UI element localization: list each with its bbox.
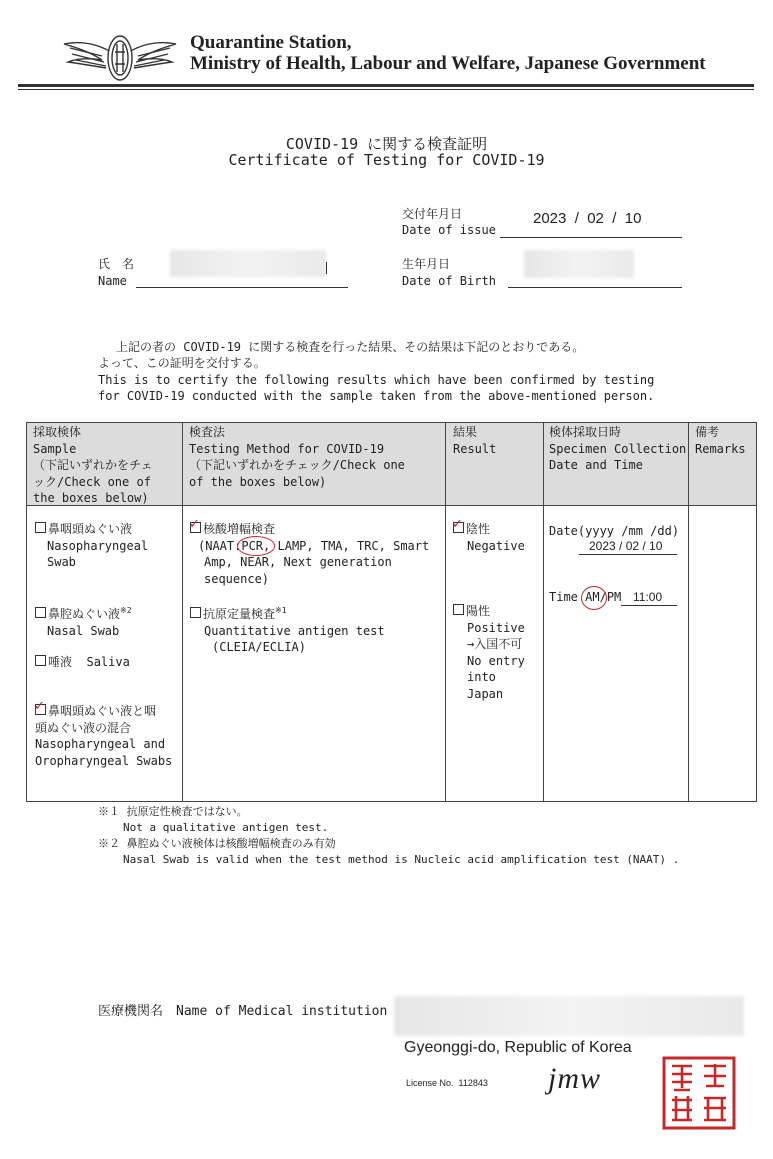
header-rule-thin	[18, 89, 754, 90]
name-redacted	[170, 250, 326, 277]
col-divider	[445, 423, 446, 801]
note-2-en: Nasal Swab is valid when the test method is Nucleic acid amplification test (NAAT) .	[123, 853, 680, 866]
col-divider	[182, 423, 183, 801]
check-mark-icon: ✓	[452, 517, 463, 532]
header-sample-note-2: ック/Check one of	[33, 474, 151, 489]
header-line-2: Ministry of Health, Labour and Welfare, Japanese Government	[190, 53, 706, 74]
header-method	[189, 424, 405, 490]
license-number: License No. 112843	[406, 1078, 488, 1088]
intro-en-2: for COVID-19 conducted with the sample taken from the above-mentioned person.	[98, 389, 655, 403]
header-result	[453, 424, 496, 457]
collection-date-label: Date(yyyy /mm /dd)	[549, 524, 680, 538]
issue-label-en: Date of issue	[402, 223, 496, 237]
am-circle-mark	[581, 586, 607, 610]
name-label-ja: 氏 名	[98, 257, 135, 271]
checkbox-sample-nasal[interactable]	[35, 607, 46, 618]
header-result-en: Result	[453, 441, 497, 456]
header-remarks	[695, 424, 746, 457]
header-sample	[33, 424, 153, 507]
header-remarks-en: Remarks	[695, 441, 746, 456]
institution-label: 医療機関名 Name of Medical institution	[98, 1004, 388, 1019]
collection-time-underline	[621, 605, 677, 606]
header-collection-en-1: Specimen Collection	[549, 441, 687, 456]
checkbox-result-positive[interactable]	[453, 604, 464, 615]
header-collection-ja: 検体採取日時	[549, 425, 622, 439]
intro-ja-2: よって、この証明を交付する。	[98, 356, 266, 370]
birth-label-ja: 生年月日	[402, 257, 451, 271]
intro-en-1: This is to certify the following results which have been confirmed by testing	[98, 373, 655, 387]
checkbox-sample-mixed[interactable]	[34, 699, 46, 715]
collection-date-underline	[579, 554, 677, 555]
col-divider	[688, 423, 689, 801]
checkbox-sample-naso[interactable]	[35, 522, 46, 533]
sample-option-naso: 鼻咽頭ぬぐい液 Nasopharyngeal Swab	[35, 521, 148, 571]
header-result-ja: 結果	[453, 425, 478, 439]
header-sample-note-1: （下記いずれかをチェ	[33, 458, 153, 472]
issue-label-ja: 交付年月日	[402, 207, 463, 221]
sample-option-saliva: 唾液 Saliva	[35, 654, 130, 671]
collection-time-value: 11:00	[633, 590, 663, 604]
collection-time-label: Time AM /PM	[549, 589, 621, 606]
title-japanese: COVID-19 に関する検査証明	[285, 135, 488, 153]
header-method-ja: 検査法	[189, 425, 226, 439]
signature: jmw	[548, 1062, 602, 1095]
method-option-naat: ✓ 核酸増幅検査 (NAAT:PCR, LAMP, TMA, TRC, Smart Amp, NEAR, Next generation sequence)	[189, 517, 430, 586]
red-seal-stamp-icon	[662, 1056, 736, 1130]
col-divider	[543, 423, 544, 801]
name-label-en: Name	[98, 274, 127, 288]
checkbox-result-negative[interactable]	[452, 517, 464, 533]
institution-address: Gyeonggi-do, Republic of Korea	[404, 1039, 632, 1056]
sample-option-mixed: ✓ 鼻咽頭ぬぐい液と咽 頭ぬぐい液の混合 Nasopharyngeal and Oropharyngeal Swabs	[34, 699, 173, 768]
note-1-ja: ※１ 抗原定性検査ではない。	[98, 805, 248, 818]
checkbox-method-antigen[interactable]	[190, 607, 201, 618]
am-selected: AM	[585, 590, 600, 604]
header-method-en: Testing Method for COVID-19	[189, 441, 385, 456]
method-option-antigen: 抗原定量検査$^{※1}$ Quantitative antigen test (CLEIA/ECLIA)	[190, 603, 385, 656]
header-rule	[18, 84, 754, 87]
birth-label-en: Date of Birth	[402, 274, 496, 288]
header-collection-en-2: Date and Time	[549, 458, 643, 472]
header-remarks-ja: 備考	[695, 425, 720, 439]
header-sample-note-3: the boxes below)	[33, 491, 149, 505]
sample-option-nasal: 鼻腔ぬぐい液$^{※2}$ Nasal Swab	[35, 603, 132, 639]
pcr-selected: PCR,	[241, 538, 271, 553]
collection-date-value: 2023 / 02 / 10	[589, 539, 663, 553]
birth-underline	[508, 287, 682, 288]
header-collection	[549, 424, 686, 474]
winged-emblem-icon	[62, 30, 178, 86]
header-line-1: Quarantine Station,	[190, 32, 352, 53]
header-sample-ja: 採取検体	[33, 425, 82, 439]
results-table	[26, 422, 757, 802]
note-2-ja: ※２ 鼻腔ぬぐい液検体は核酸増幅検査のみ有効	[98, 837, 336, 850]
institution-name-redacted	[394, 996, 744, 1036]
title-english: Certificate of Testing for COVID-19	[228, 151, 545, 169]
issue-date-value: 2023 / 02 / 10	[533, 210, 642, 227]
birth-redacted	[524, 250, 634, 278]
check-mark-icon: ✓	[34, 699, 45, 714]
note-1-en: Not a qualitative antigen test.	[123, 821, 329, 834]
result-option-negative: ✓ 陰性 Negative	[452, 517, 525, 553]
issue-date-underline	[500, 237, 682, 238]
name-underline	[136, 287, 348, 288]
checkbox-sample-saliva[interactable]	[35, 655, 46, 666]
header-method-note-1: （下記いずれかをチェック/Check one	[189, 458, 405, 472]
pcr-circle-mark	[237, 536, 275, 556]
intro-ja-1: 上記の者の COVID-19 に関する検査を行った結果、その結果は下記のとおりである。	[116, 340, 585, 354]
check-mark-icon: ✓	[189, 517, 200, 532]
result-option-positive: 陽性 Positive →入国不可 No entry into Japan	[453, 603, 525, 702]
checkbox-method-naat[interactable]	[189, 517, 201, 533]
header-method-note-2: of the boxes below)	[189, 474, 327, 489]
name-cursor-mark	[326, 262, 327, 274]
header-sample-en: Sample	[33, 441, 77, 456]
